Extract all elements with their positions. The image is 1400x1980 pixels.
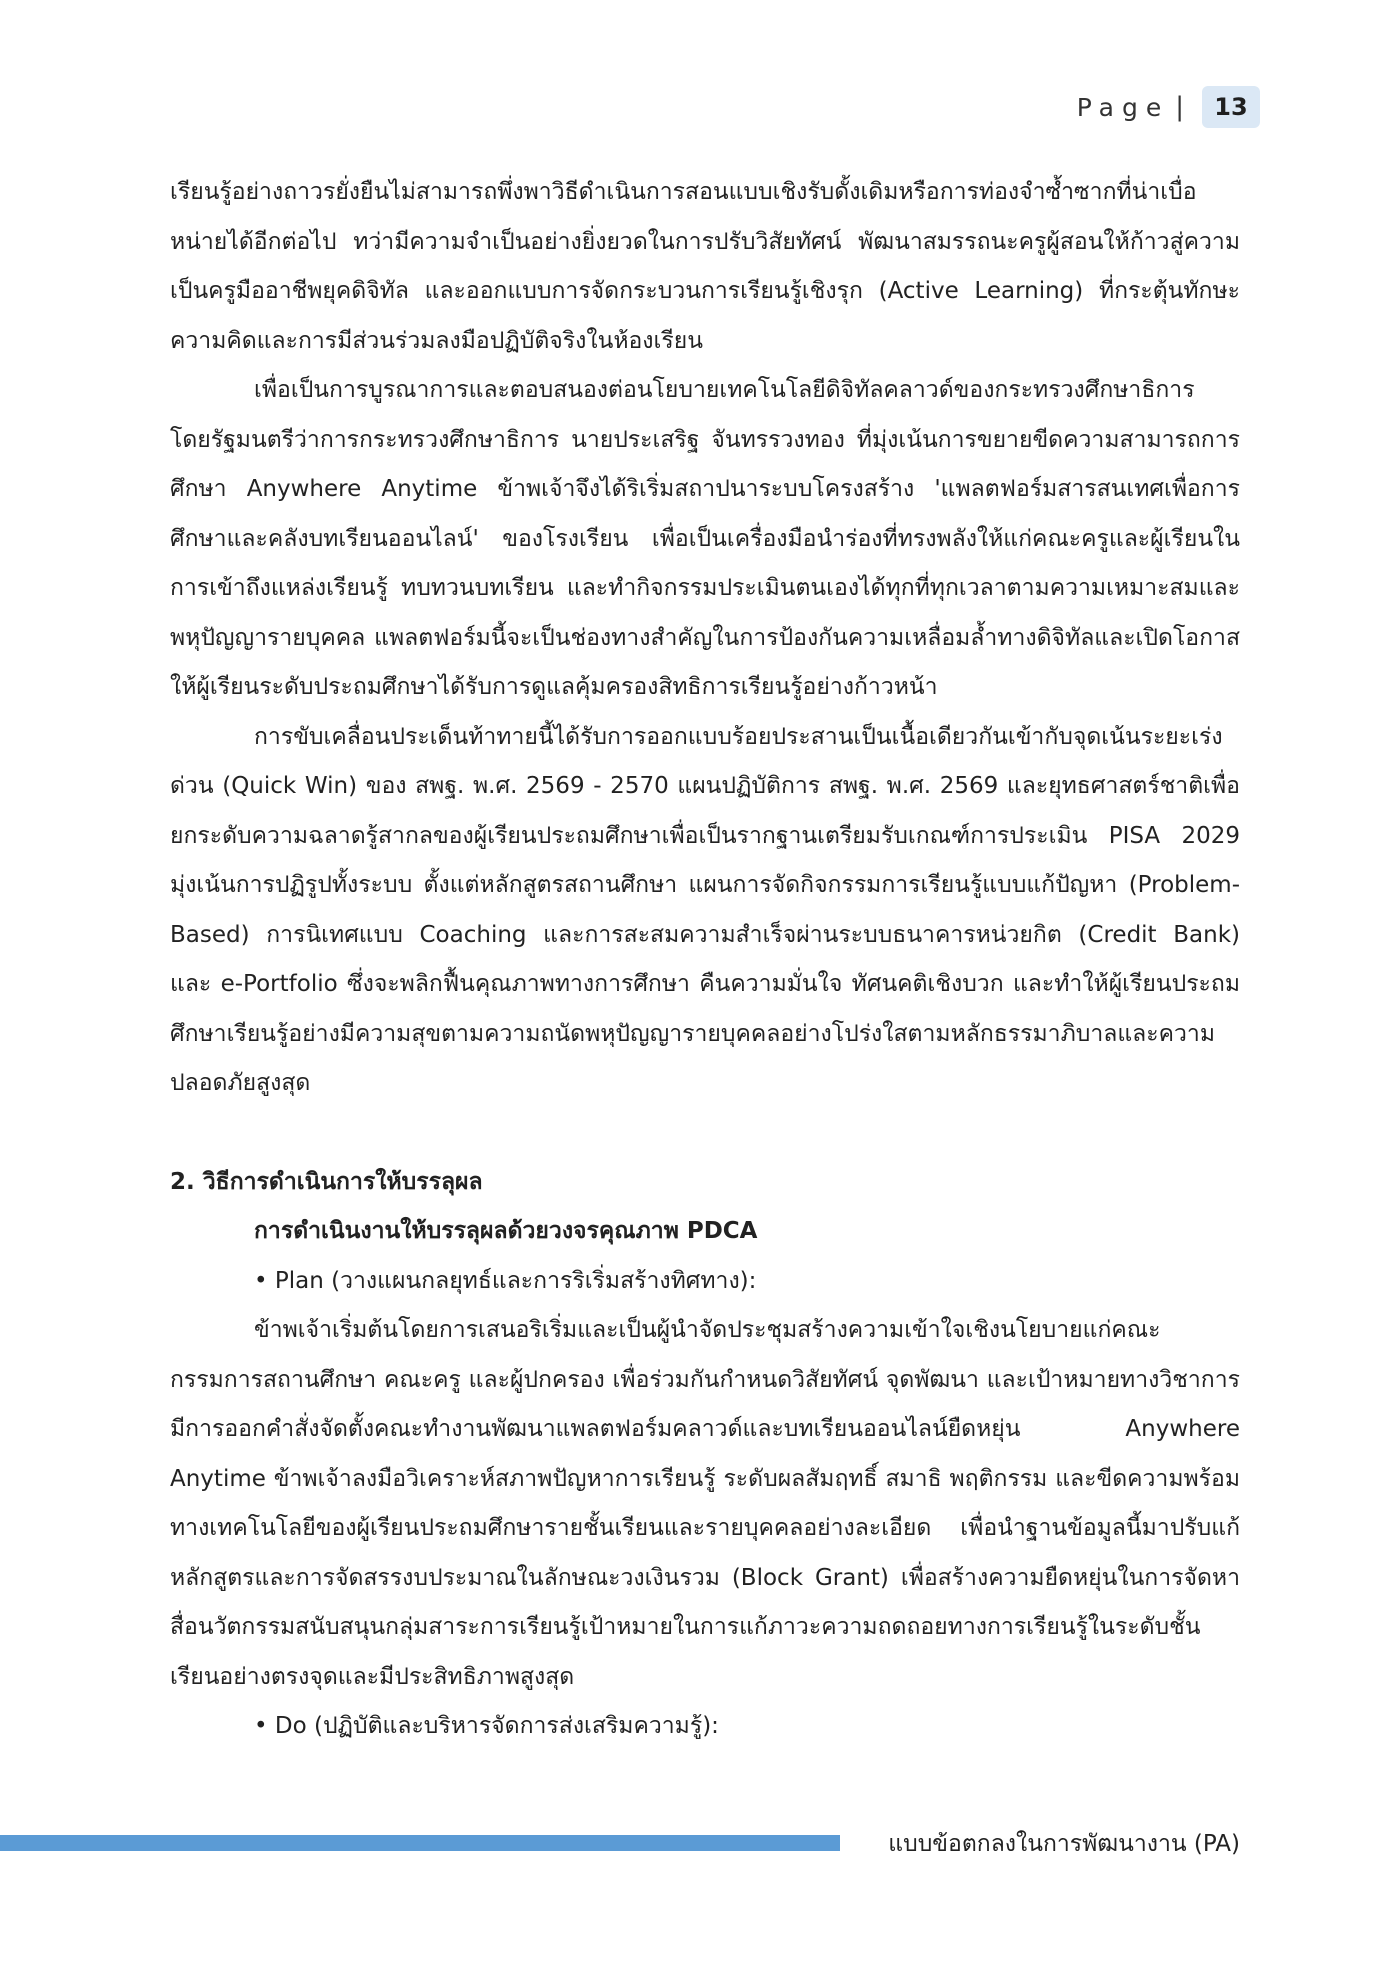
section-spacer [170,1109,1240,1158]
document-body [170,168,1240,1752]
page-header [1077,86,1260,128]
paragraph-intro-continuation: เรียนรู้อย่างถาวรยั่งยืนไม่สามารถพึ่งพาวิธีดำเนินการสอนแบบเชิงรับดั้งเดิมหรือการท่องจำซ้ำซากที่น่าเบื่อหน่ายได้อีกต่อไป ทว่ามีความจำเป็นอย่างยิ่งยวดในการปรับวิสัยทัศน์ พัฒนาสมรรถนะครูผู้สอนให้ก้าวสู่ความเป็นครูมืออาชีพยุคดิจิทัล และออกแบบการจัดกระบวนการเรียนรู้เชิงรุก (Active Learning) ที่กระตุ้นทักษะความคิดและการมีส่วนร่วมลงมือปฏิบัติจริงในห้องเรียน [170,179,1240,354]
footer-accent-bar [0,1835,840,1851]
page-separator: | [1175,92,1184,122]
section-heading: 2. วิธีการดำเนินการให้บรรลุผล [170,1168,483,1195]
page-label: Page [1076,92,1170,122]
page-number-badge: 13 [1202,86,1260,128]
bullet-plan: • Plan (วางแผนกลยุทธ์และการริเริ่มสร้างทิศทาง): [254,1267,757,1294]
bullet-do: • Do (ปฏิบัติและบริหารจัดการส่งเสริมความรู้): [254,1713,719,1739]
sub-heading-pdca: การดำเนินงานให้บรรลุผลด้วยวงจรคุณภาพ PDCA [254,1218,758,1244]
footer-title: แบบข้อตกลงในการพัฒนางาน (PA) [888,1831,1240,1857]
paragraph-plan-detail: ข้าพเจ้าเริ่มต้นโดยการเสนอริเริ่มและเป็นผู้นำจัดประชุมสร้างความเข้าใจเชิงนโยบายแก่คณะกรรมการสถานศึกษา คณะครู และผู้ปกครอง เพื่อร่วมกันกำหนดวิสัยทัศน์ จุดพัฒนา และเป้าหมายทางวิชาการ มีการออกคำสั่งจัดตั้งคณะทำงานพัฒนาแพลตฟอร์มคลาวด์และบทเรียนออนไลน์ยืดหยุ่น Anywhere Anytime ข้าพเจ้าลงมือวิเคราะห์สภาพปัญหาการเรียนรู้ ระดับผลสัมฤทธิ์ สมาธิ พฤติกรรม และขีดความพร้อมทางเทคโนโลยีของผู้เรียนประถมศึกษารายชั้นเรียนและรายบุคคลอย่างละเอียด เพื่อนำฐานข้อมูลนี้มาปรับแก้หลักสูตรและการจัดสรรงบประมาณในลักษณะวงเงินรวม (Block Grant) เพื่อสร้างความยืดหยุ่นในการจัดหาสื่อนวัตกรรมสนับสนุนกลุ่มสาระการเรียนรู้เป้าหมายในการแก้ภาวะความถดถอยทางการเรียนรู้ในระดับชั้นเรียนอย่างตรงจุดและมีประสิทธิภาพสูงสุด [170,1317,1240,1690]
paragraph-digital-platform: เพื่อเป็นการบูรณาการและตอบสนองต่อนโยบายเทคโนโลยีดิจิทัลคลาวด์ของกระทรวงศึกษาธิการ โดยรัฐมนตรีว่าการกระทรวงศึกษาธิการ นายประเสริฐ จันทรรวงทอง ที่มุ่งเน้นการขยายขีดความสามารถการศึกษา Anywhere Anytime ข้าพเจ้าจึงได้ริเริ่มสถาปนาระบบโครงสร้าง 'แพลตฟอร์มสารสนเทศเพื่อการศึกษาและคลังบทเรียนออนไลน์' ของโรงเรียน เพื่อเป็นเครื่องมือนำร่องที่ทรงพลังให้แก่คณะครูและผู้เรียนในการเข้าถึงแหล่งเรียนรู้ ทบทวนบทเรียน และทำกิจกรรมประเมินตนเองได้ทุกที่ทุกเวลาตามความเหมาะสมและพหุปัญญารายบุคคล แพลตฟอร์มนี้จะเป็นช่องทางสำคัญในการป้องกันความเหลื่อมล้ำทางดิจิทัลและเปิดโอกาสให้ผู้เรียนระดับประถมศึกษาได้รับการดูแลคุ้มครองสิทธิการเรียนรู้อย่างก้าวหน้า [170,377,1240,700]
paragraph-quick-win: การขับเคลื่อนประเด็นท้าทายนี้ได้รับการออกแบบร้อยประสานเป็นเนื้อเดียวกันเข้ากับจุดเน้นระยะเร่งด่วน (Quick Win) ของ สพฐ. พ.ศ. 2569 - 2570 แผนปฏิบัติการ สพฐ. พ.ศ. 2569 และยุทธศาสตร์ชาติเพื่อยกระดับความฉลาดรู้สากลของผู้เรียนประถมศึกษาเพื่อเป็นรากฐานเตรียมรับเกณฑ์การประเมิน PISA 2029 มุ่งเน้นการปฏิรูปทั้งระบบ ตั้งแต่หลักสูตรสถานศึกษา แผนการจัดกิจกรรมการเรียนรู้แบบแก้ปัญหา (Problem-Based) การนิเทศแบบ Coaching และการสะสมความสำเร็จผ่านระบบธนาคารหน่วยกิต (Credit Bank) และ e-Portfolio ซึ่งจะพลิกฟื้นคุณภาพทางการศึกษา คืนความมั่นใจ ทัศนคติเชิงบวก และทำให้ผู้เรียนประถมศึกษาเรียนรู้อย่างมีความสุขตามความถนัดพหุปัญญารายบุคคลอย่างโปร่งใสตามหลักธรรมาภิบาลและความปลอดภัยสูงสุด [170,723,1240,1096]
